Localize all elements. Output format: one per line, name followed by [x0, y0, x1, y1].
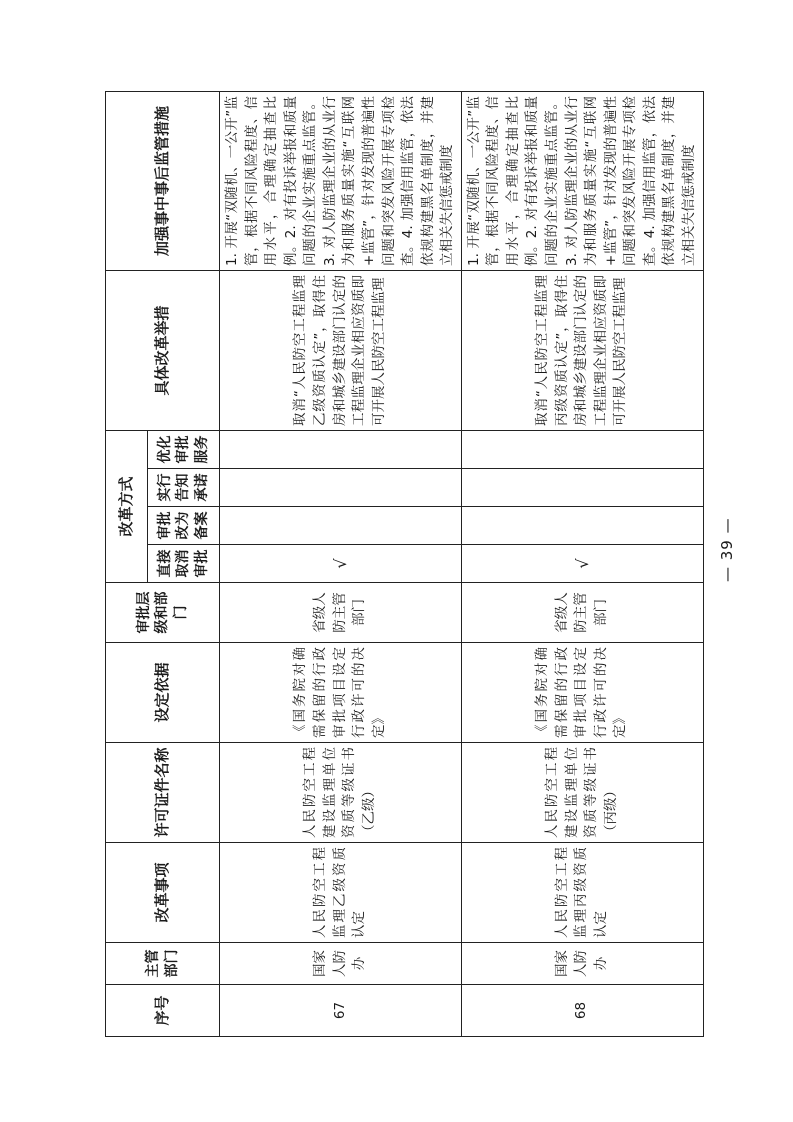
header-cert: 许可证件名称 — [106, 743, 220, 843]
cell-direct-cancel-mark: √ — [220, 545, 462, 583]
header-mode-notify: 实行告知承诺 — [148, 469, 220, 507]
cell-cert: 人民防空工程建设监理单位资质等级证书（乙级） — [220, 743, 462, 843]
header-mode-optimize: 优化审批服务 — [148, 430, 220, 468]
page-number: — 39 — — [718, 517, 736, 582]
cell-item: 人民防空工程监理乙级资质认定 — [220, 843, 462, 943]
cell-item: 人民防空工程监理丙级资质认定 — [461, 843, 703, 943]
cell-dept: 国家人防办 — [461, 943, 703, 985]
cell-direct-cancel-mark: √ — [461, 545, 703, 583]
cell-dept: 国家人防办 — [220, 943, 462, 985]
table-row — [220, 91, 462, 1036]
cell-optimize — [461, 430, 703, 468]
header-basis: 设定依据 — [106, 643, 220, 743]
cell-basis: 《国务院对确需保留的行政审批项目设定行政许可的决定》 — [220, 643, 462, 743]
header-mode-direct: 直接取消审批 — [148, 545, 220, 583]
cell-level: 省级人防主管部门 — [220, 583, 462, 643]
header-mode-filing: 审批改为备案 — [148, 507, 220, 545]
cell-seq: 67 — [220, 985, 462, 1037]
header-seq: 序号 — [106, 985, 220, 1037]
cell-filing — [461, 507, 703, 545]
header-item: 改革事项 — [106, 843, 220, 943]
header-row-1 — [106, 91, 148, 1036]
header-level: 审批层级和部门 — [106, 583, 220, 643]
cell-notify — [220, 469, 462, 507]
cell-filing — [220, 507, 462, 545]
cell-measures: 取消“人民防空工程监理乙级资质认定”，取得住房和城乡建设部门认定的工程监理企业相应资质即可开展人民防空工程监理 — [220, 270, 462, 430]
cell-cert: 人民防空工程建设监理单位资质等级证书（丙级） — [461, 743, 703, 843]
cell-optimize — [220, 430, 462, 468]
header-mode: 改革方式 — [106, 430, 148, 582]
cell-level: 省级人防主管部门 — [461, 583, 703, 643]
cell-measures: 取消“人民防空工程监理丙级资质认定”，取得住房和城乡建设部门认定的工程监理企业相应资质即可开展人民防空工程监理 — [461, 270, 703, 430]
table-row — [461, 91, 703, 1036]
header-supervision: 加强事中事后监管措施 — [106, 91, 220, 270]
cell-seq: 68 — [461, 985, 703, 1037]
cell-notify — [461, 469, 703, 507]
header-measures: 具体改革举措 — [106, 270, 220, 430]
header-dept: 主管部门 — [106, 943, 220, 985]
cell-basis: 《国务院对确需保留的行政审批项目设定行政许可的决定》 — [461, 643, 703, 743]
cell-supervision: 1. 开展“双随机、一公开”监管，根据不同风险程度、信用水平，合理确定抽查比例。2. 对有投诉举报和质量问题的企业实施重点监管。3. 对人防监理企业的从业行为和服务质量实施“互联网+监管”，针对发现的普遍性问题和突发风险开展专项检查。4. 加强信用监管，依法依规构建黑名单制度，并建立相关失信惩戒制度 — [220, 91, 462, 270]
cell-supervision: 1. 开展“双随机、一公开”监管，根据不同风险程度、信用水平，合理确定抽查比例。2. 对有投诉举报和质量问题的企业实施重点监管。3. 对人防监理企业的从业行为和服务质量实施“互联网+监管”，针对发现的普遍性问题和突发风险开展专项检查。4. 加强信用监管，依法依规构建黑名单制度，并建立相关失信惩戒制度 — [461, 91, 703, 270]
reform-table — [105, 91, 704, 1037]
